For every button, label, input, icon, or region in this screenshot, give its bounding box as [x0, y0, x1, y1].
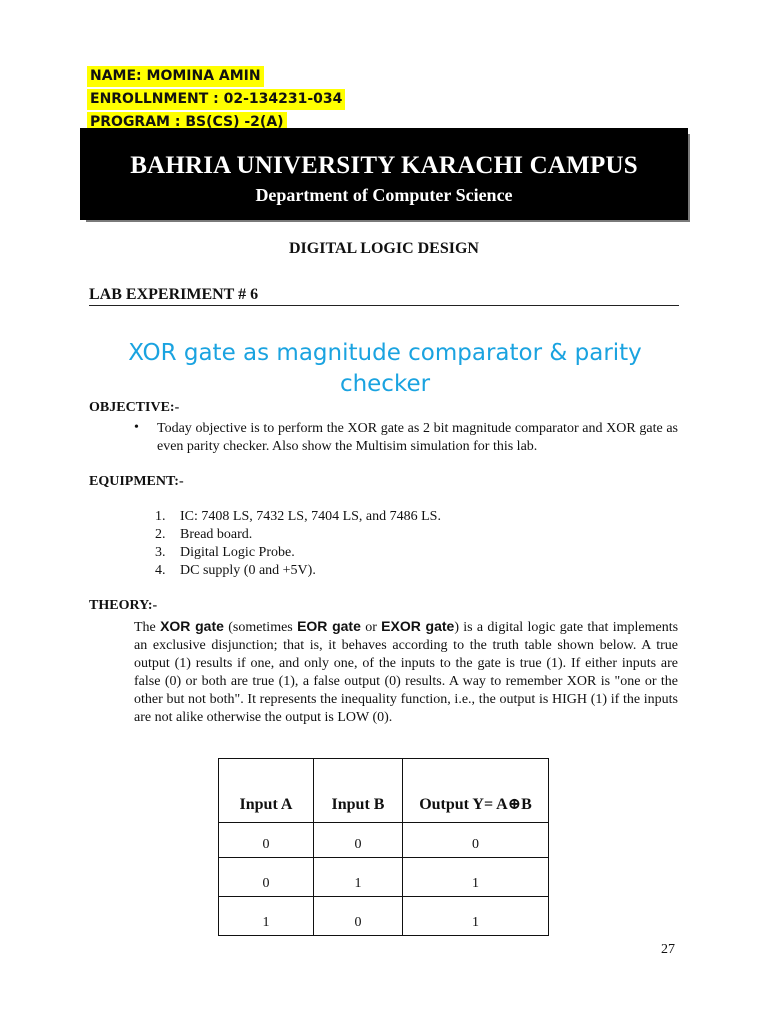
table-cell: 1	[403, 858, 549, 897]
lab-experiment-heading: LAB EXPERIMENT # 6	[89, 286, 259, 303]
header-input-a: Input A	[219, 759, 314, 823]
table-cell: 0	[314, 823, 403, 858]
student-enrollment: ENROLLNMENT : 02-134231-034	[87, 89, 345, 110]
theory-term-xor: XOR gate	[160, 618, 224, 634]
student-program: PROGRAM : BS(CS) -2(A)	[87, 112, 287, 133]
table-header-row	[219, 759, 549, 823]
list-number: 2.	[155, 527, 166, 542]
equipment-list	[155, 508, 441, 580]
student-name: NAME: MOMINA AMIN	[87, 66, 264, 87]
university-banner	[82, 130, 686, 218]
list-text: IC: 7408 LS, 7432 LS, 7404 LS, and 7486 LS.	[180, 509, 441, 524]
theory-term-eor: EOR gate	[297, 618, 361, 634]
table-cell: 0	[314, 897, 403, 936]
table-row	[219, 858, 549, 897]
theory-text-part: or	[360, 620, 382, 635]
table-cell: 0	[219, 858, 314, 897]
course-title: DIGITAL LOGIC DESIGN	[289, 240, 479, 257]
theory-text	[134, 617, 678, 727]
student-info	[87, 66, 345, 135]
list-item	[155, 508, 441, 526]
header-output: Output Y= A⊕B	[403, 759, 549, 823]
page-title	[90, 338, 680, 400]
department-name: Department of Computer Science	[255, 185, 513, 205]
theory-text-part: ) is a digital logic gate that implements an exclusive disjunction; that is, it behaves according to the truth table shown below. A true output (1) results if one, and only one, of the inputs to the gate is true (1). If either inputs are false (0) or both are true (1), a false output (0) results. A way to remember XOR is "one or the other but not both". It represents the inequality function, i.e., the output is HIGH (1) if the inputs are not alike otherwise the output is LOW (0).	[134, 620, 679, 725]
table-cell: 0	[219, 823, 314, 858]
theory-term-exor: EXOR gate	[381, 618, 455, 634]
table-cell: 0	[403, 823, 549, 858]
objective-heading: OBJECTIVE:-	[89, 400, 180, 415]
truth-table	[218, 758, 549, 936]
page-number: 27	[661, 942, 675, 957]
heading-underline	[89, 305, 679, 306]
list-text: Digital Logic Probe.	[180, 545, 295, 560]
objective-text: Today objective is to perform the XOR gate as 2 bit magnitude comparator and XOR gate as even parity checker. Also show the Multisim simulation for this lab.	[157, 421, 678, 454]
list-item	[155, 544, 441, 562]
list-number: 3.	[155, 545, 166, 560]
equipment-heading: EQUIPMENT:-	[89, 474, 184, 489]
list-number: 4.	[155, 563, 166, 578]
header-input-b: Input B	[314, 759, 403, 823]
university-name: BAHRIA UNIVERSITY KARACHI CAMPUS	[130, 152, 638, 179]
title-line-2: checker	[339, 371, 431, 397]
table-cell: 1	[403, 897, 549, 936]
list-text: DC supply (0 and +5V).	[180, 563, 316, 578]
theory-text-part: (sometimes	[223, 620, 298, 635]
list-item	[155, 526, 441, 544]
theory-text-part: The	[134, 620, 161, 635]
list-item	[155, 562, 441, 580]
list-number: 1.	[155, 509, 166, 524]
table-row	[219, 897, 549, 936]
list-text: Bread board.	[180, 527, 253, 542]
title-line-1: XOR gate as magnitude comparator & parity	[128, 340, 642, 366]
theory-heading: THEORY:-	[89, 598, 158, 613]
table-cell: 1	[219, 897, 314, 936]
bullet-icon: •	[134, 420, 139, 435]
table-row	[219, 823, 549, 858]
table-cell: 1	[314, 858, 403, 897]
